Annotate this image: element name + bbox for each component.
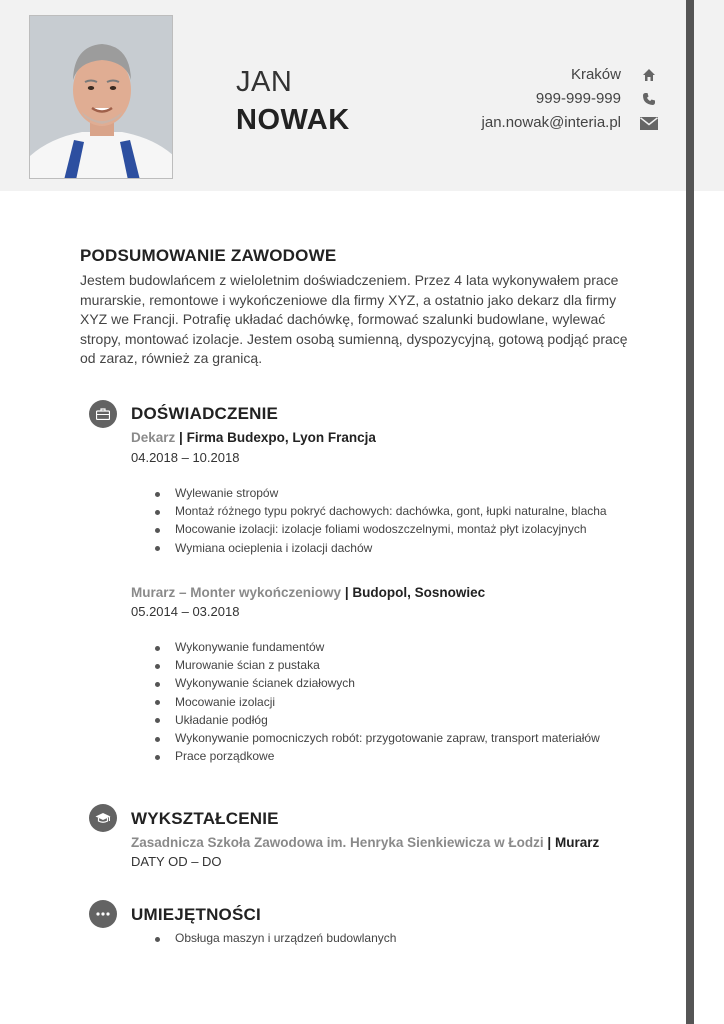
contact-phone: 999-999-999 <box>535 90 621 107</box>
skills-title: UMIEJĘTNOŚCI <box>131 905 261 924</box>
job-separator: | <box>179 430 183 445</box>
school-name: Zasadnicza Szkoła Zawodowa im. Henryka Sienkiewicza w Łodzi <box>131 835 544 850</box>
home-icon <box>640 66 658 84</box>
education-dates: DATY OD – DO <box>131 854 222 869</box>
envelope-icon <box>640 114 658 132</box>
list-item: Wykonywanie ścianek działowych <box>131 674 600 692</box>
ellipsis-icon <box>89 900 117 928</box>
education-separator: | <box>547 835 552 850</box>
list-item: Wykonywanie pomocniczych robót: przygotowanie zapraw, transport materiałów <box>131 729 600 747</box>
graduation-cap-icon <box>89 804 117 832</box>
contact-city: Kraków <box>570 66 621 83</box>
list-item: Obsługa maszyn i urządzeń budowlanych <box>131 929 396 947</box>
first-name: JAN <box>236 66 293 98</box>
job-dates: 04.2018 – 10.2018 <box>131 450 240 465</box>
summary-line: od zaraz, również za granicą. <box>80 350 263 367</box>
list-item: Mocowanie izolacji: izolacje foliami wodoszczelnymi, montaż płyt izolacyjnych <box>131 520 607 538</box>
experience-title: DOŚWIADCZENIE <box>131 404 279 423</box>
right-accent-bar <box>686 0 694 1024</box>
summary-line: stropy, montować izolacje. Jestem osobą sumienną, dyspozycyjną, gotową podjąć pracę <box>80 330 628 347</box>
job-role: Murarz – Monter wykończeniowy <box>131 585 342 600</box>
last-name: NOWAK <box>236 104 350 136</box>
job-header <box>131 585 485 600</box>
list-item: Wymiana ocieplenia i izolacji dachów <box>131 539 607 557</box>
list-item: Mocowanie izolacji <box>131 693 600 711</box>
job-dates: 05.2014 – 03.2018 <box>131 604 240 619</box>
summary-text <box>80 271 645 369</box>
list-item: Układanie podłóg <box>131 711 600 729</box>
education-title: WYKSZTAŁCENIE <box>131 809 279 828</box>
summary-line: murarskie, remontowe i wykończeniowe dla firmy XYZ, a ostatnio jako dekarz dla firmy <box>80 291 617 308</box>
job-role: Dekarz <box>131 430 176 445</box>
job-header <box>131 430 376 445</box>
job-company: Budopol, Sosnowiec <box>352 585 486 600</box>
list-item: Wylewanie stropów <box>131 484 607 502</box>
briefcase-icon <box>89 400 117 428</box>
job-duties-list <box>131 484 607 557</box>
summary-line: XYZ we Francji. Potrafię układać dachówkę, formować szalunki budowlane, wylewać <box>80 311 606 328</box>
list-item: Montaż różnego typu pokryć dachowych: dachówka, gont, łupki naturalne, blacha <box>131 502 607 520</box>
list-item: Murowanie ścian z pustaka <box>131 656 600 674</box>
profile-photo <box>29 15 173 179</box>
contact-email: jan.nowak@interia.pl <box>481 114 621 131</box>
summary-title: PODSUMOWANIE ZAWODOWE <box>80 246 337 265</box>
skills-list <box>131 929 396 947</box>
phone-icon <box>640 90 658 108</box>
job-separator: | <box>344 585 349 600</box>
job-duties-list <box>131 638 600 765</box>
list-item: Prace porządkowe <box>131 747 600 765</box>
summary-line: Jestem budowlańcem z wieloletnim doświadczeniem. Przez 4 lata wykonywałem prace <box>80 272 619 288</box>
education-header <box>131 835 599 850</box>
degree: Murarz <box>554 835 600 850</box>
list-item: Wykonywanie fundamentów <box>131 638 600 656</box>
job-company: Firma Budexpo, Lyon Francja <box>186 430 376 445</box>
